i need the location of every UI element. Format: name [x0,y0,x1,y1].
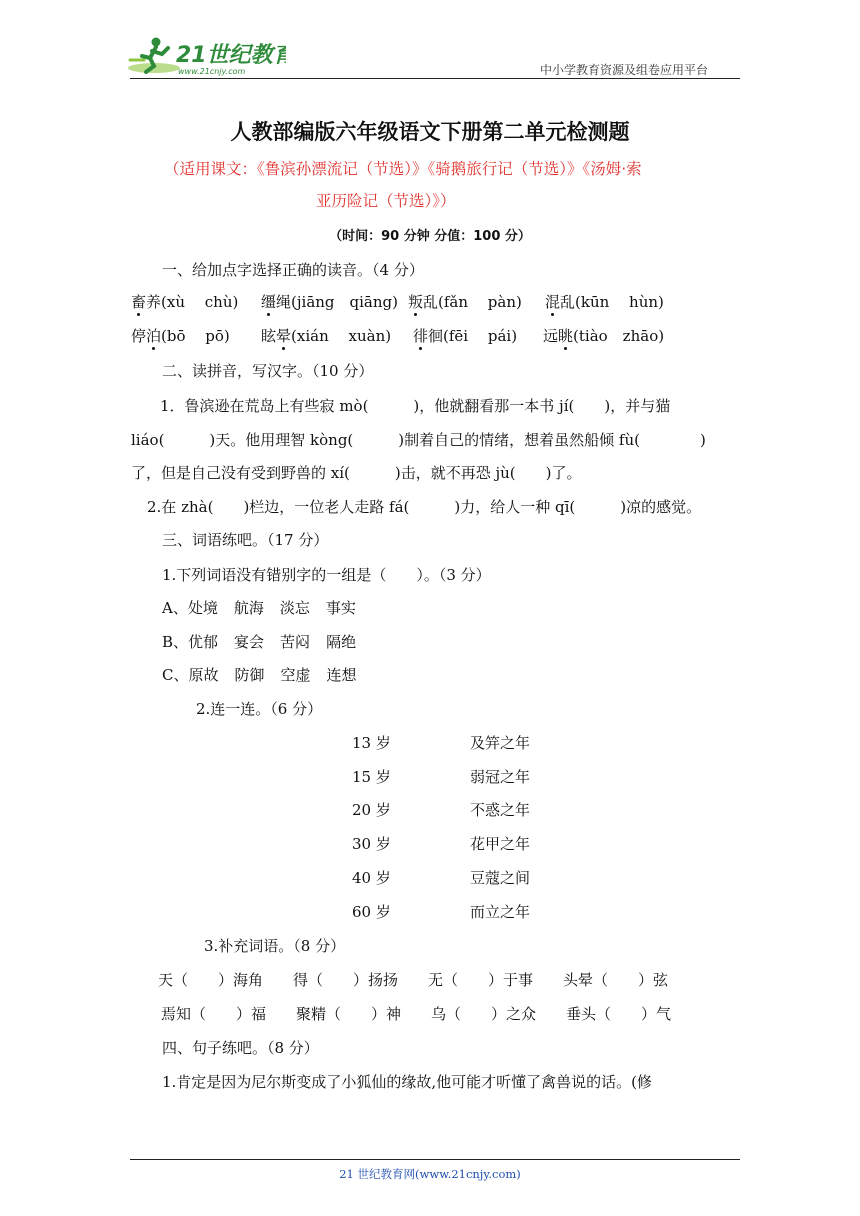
s2-paragraph-1-line-3: 了，但是自己没有受到野兽的 xí( )击，就不再恐 jù( )了。 [131,464,582,482]
runner-icon [126,34,286,78]
subtitle-line-1: （适用课文：《鲁滨孙漂流记（节选）》《骑鹅旅行记（节选）》《汤姆·索 [164,160,642,178]
age-4: 30 岁 [352,835,391,853]
header-platform-text: 中小学教育资源及组卷应用平台 [540,63,709,77]
phrase-4: 花甲之年 [470,835,531,853]
fill-row-2: 焉知（ ）福 聚精（ ）神 乌（ ）之众 垂头（ ）气 [161,1005,672,1023]
header-divider [130,78,740,79]
phrase-6: 而立之年 [470,903,531,921]
site-logo [126,34,286,78]
option-b: B、优郁 宴会 苦闷 隔绝 [162,633,357,651]
section-3-heading: 三、词语练吧。（17 分） [162,531,329,549]
item-2: 缰绳(jiāng qiāng) [261,293,398,311]
page-title: 人教部编版六年级语文下册第二单元检测题 [230,120,630,144]
s3-question-3: 3.补充词语。（8 分） [204,937,346,955]
option-a: A、处境 航海 淡忘 事实 [162,599,356,617]
s2-paragraph-2: 2.在 zhà( )栏边，一位老人走路 fá( )力，给人一种 qī( )凉的感觉。 [147,498,702,516]
item-4: 混乱(kūn hùn) [545,293,664,311]
phrase-1: 及笄之年 [470,734,531,752]
phrase-5: 豆蔻之间 [470,869,531,887]
footer-divider [130,1159,740,1160]
item-3: 叛乱(fǎn pàn) [408,293,522,311]
pinyin-row-1 [131,291,664,312]
section-2-heading: 二、读拼音，写汉字。（10 分） [162,362,374,380]
s3-question-1: 1.下列词语没有错别字的一组是（ ）。（3 分） [162,566,491,584]
s2-paragraph-1-line-1: 1．鲁滨逊在荒岛上有些寂 mò( )，他就翻看那一本书 jí( )，并与猫 [160,397,671,415]
logo-url: www.21cnjy.com [178,67,246,76]
age-2: 15 岁 [352,768,391,786]
fill-row-1: 天（ ）海角 得（ ）扬扬 无（ ）于事 头晕（ ）弦 [158,971,669,989]
section-4-heading: 四、句子练吧。（8 分） [162,1039,319,1057]
item-8: 远眺(tiào zhāo) [543,327,665,345]
phrase-2: 弱冠之年 [470,768,531,786]
pinyin-row-2 [131,325,664,346]
s3-question-2: 2.连一连。（6 分） [196,700,323,718]
s2-paragraph-1-line-2: liáo( )天。他用理智 kòng( )制着自己的情绪，想着虽然船倾 fù( ) [131,431,706,449]
age-5: 40 岁 [352,869,391,887]
item-5: 停泊(bō pō) [131,327,230,345]
age-1: 13 岁 [352,734,391,752]
age-3: 20 岁 [352,801,391,819]
footer-link[interactable]: 21 世纪教育网(www.21cnjy.com) [339,1167,521,1181]
item-1: 畜养(xù chù) [131,293,239,311]
time-score-line: （时间：90 分钟 分值：100 分） [329,229,531,244]
age-6: 60 岁 [352,903,391,921]
option-c: C、原故 防御 空虚 连想 [162,666,357,684]
item-6: 眩晕(xián xuàn) [261,327,392,345]
item-7: 徘徊(fēi pái) [413,327,518,345]
phrase-3: 不惑之年 [470,801,531,819]
subtitle-line-2: 亚历险记（节选）》） [316,192,456,210]
section-1-heading: 一、给加点字选择正确的读音。（4 分） [162,261,424,279]
logo-text: 21世纪教育 [176,43,286,68]
s4-question-1: 1.肯定是因为尼尔斯变成了小狐仙的缘故,他可能才听懂了禽兽说的话。(修 [162,1073,652,1091]
